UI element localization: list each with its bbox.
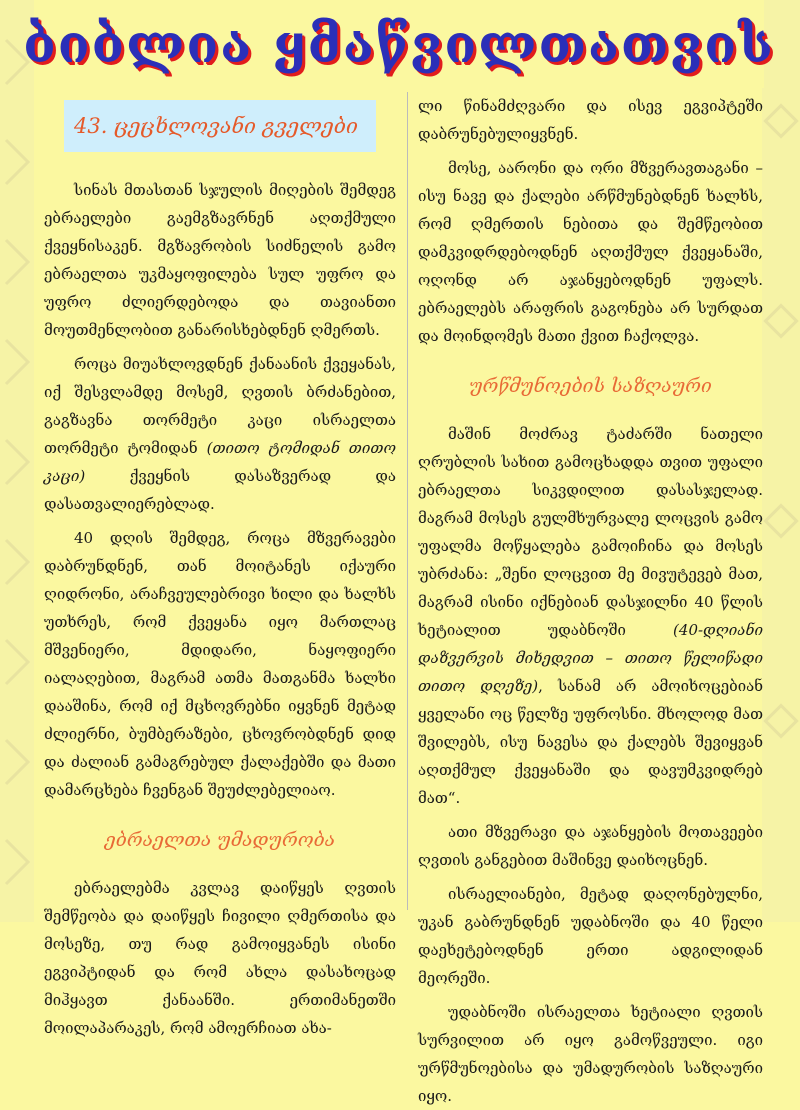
paragraph: ისრაელიანები, მეტად დაღონებულნი, უკან გაბრუნდნენ უდაბნოში და 40 წელი დაეხეტებოდნენ ერთი ადგილიდან მეორეში. xyxy=(418,885,763,987)
column-divider xyxy=(407,92,408,910)
section-heading: ებრაელთა უმადურობა xyxy=(104,829,336,851)
paragraph: ათი მზვერავი და აჯანყების მოთავეები ღვთის განგებით მაშინვე დაიხოცნენ. xyxy=(418,823,763,869)
left-column xyxy=(44,98,396,1037)
right-column xyxy=(418,92,764,1105)
paragraph: სინას მთასთან სჯულის მიღების შემდეგ ებრაელები გაემგზავრნენ აღთქმული ქვეყნისაკენ. მგზავრობის სიძნელის გამო ებრაელთა უკმაყოფილება სულ უფრო და უფრო ძლიერდებოდა და თავიანთი მოუთმენლობით განარისხებდნენ ღმერთს. xyxy=(44,181,396,339)
paragraph xyxy=(418,420,763,812)
paragraph: 40 დღის შემდეგ, როცა მზვერავები დაბრუნდნენ, თან მოიტანეს იქაური ღიდრონი, არაჩვეულებრივი ხილი და ხალხს უთხრეს, რომ ქვეყანა იყო მართლაც მშვენიერი, მდიდარი, ნაყოფიერი იალაღებით, მაგრამ ათმა მათგანმა ხალხი დააშინა, რომ იქ მცხოვრებნი იყვნენ მეტად ძლიერნი, ბუმბერაზები, ცხოვრობდნენ დიდ და ძალიან გამაგრებულ ქალაქებში და მათი დამარცხება ჩვენგან შეუძლებელიაო. xyxy=(44,529,396,799)
paragraph: უდაბნოში ისრაელთა ხეტიალი ღვთის სურვილით არ იყო გამოწვეული. იგი ურწმუნოებისა და უმადურობის საზღაური იყო. xyxy=(418,1003,763,1105)
page-header xyxy=(23,0,775,88)
paragraph: მოსე, აარონი და ორი მზვერავთაგანი – ისუ ნავე და ქალები არწმუნებდნენ ხალხს, რომ ღმერთის ნებითა და შემწეობით დამკვიდრდებოდნენ აღთქმულ ქვეყანაში, ოღონდ არ აჯანყებოდნენ უფალს. ებრაელებს არაფრის გაგონება არ სურდათ და მოინდომეს მათი ქვით ჩაქოლვა. xyxy=(418,159,763,345)
right-ornament-border xyxy=(762,0,800,922)
story-title: 43. ცეცხლოვანი გველები xyxy=(64,100,376,152)
page-title: ბიბლია ყმაწვილთათვის xyxy=(23,13,775,75)
paragraph-text: როცა მიუახლოვდნენ ქანაანის ქვეყანას, იქ შესვლამდე მოსემ, ღვთის ბრძანებით, გაგზავნა თორმეტი კაცი ისრაელთა თორმეტი ტომიდან xyxy=(44,355,396,457)
paragraph: ლი წინამძღვარი და ისევ ეგვიპტეში დაბრუნებულიყვნენ. xyxy=(418,97,763,143)
paragraph-text: ქვეყნის დასაზვერად და დასათვალიერებლად. xyxy=(44,467,396,513)
italic-note: (40-დღიანი დაზვერვის მიხედვით – თითო წელიწადი თითო დღეზე) xyxy=(418,621,763,695)
paragraph-text: მაშინ მოძრავ ტაძარში ნათელი ღრუბლის სახით გამოცხადდა თვით უფალი ებრაელთა სიკვდილით დასასჯელად. მაგრამ მოსეს გულმხურვალე ლოცვის გამო უფალმა მოწყალება გამოიჩინა და მოსეს უბრძანა: „შენი ლოცვით მე მივუტევებ მათ, მაგრამ ისინი იქნებიან დასჯილნი 40 წლის ხეტიალით უდაბნოში xyxy=(418,425,763,639)
section-heading: ურწმუნოების საზღაური xyxy=(469,375,712,397)
italic-note: (თითო ტომიდან თითო კაცი) xyxy=(44,439,396,485)
paragraph xyxy=(44,350,396,518)
paragraph: ებრაელებმა კვლავ დაიწყეს ღვთის შემწეობა და დაიწყეს ჩივილი ღმერთისა და მოსეზე, თუ რად გამოიყვანეს ისინი ეგვიპტიდან და რომ ახლა დასახოცად მიჰყავთ ქანაანში. ერთიმანეთში მოილაპარაკეს, რომ ამოერჩიათ ახა- xyxy=(44,879,396,1037)
left-ornament-border xyxy=(0,0,34,922)
paragraph-text: , სანამ არ ამოიხოცებიან ყველანი ოც წელზე უფროსნი. მხოლოდ მათ შვილებს, ისუ ნავესა და ქალებს შევიყვან აღთქმულ ქვეყანაში და დავუმკვიდრებ მათ“. xyxy=(418,677,764,807)
